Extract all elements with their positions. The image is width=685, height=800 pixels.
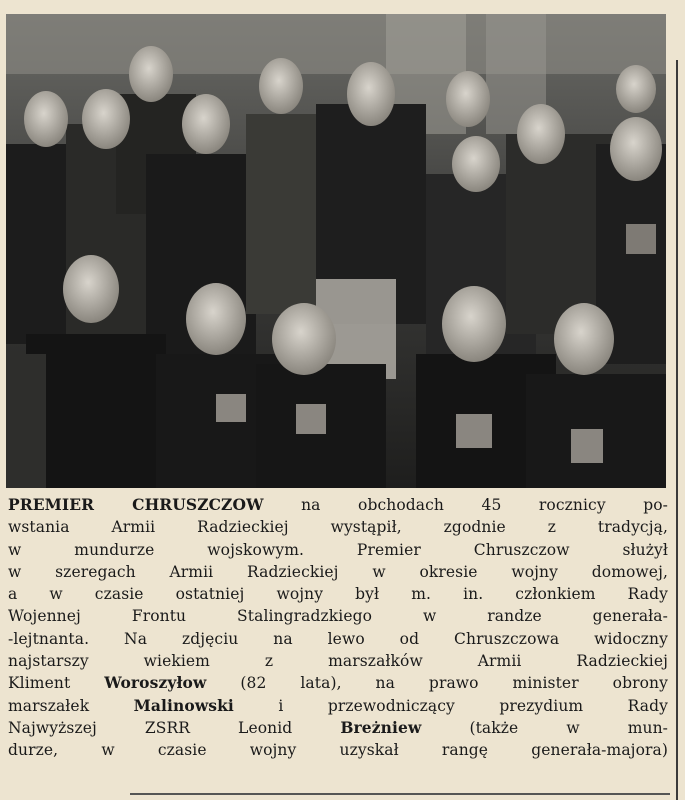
caption-text: Wojennej Frontu Stalingradzkiego w randze generała- (8, 607, 668, 626)
caption-bold-text: Woroszyłow (104, 673, 207, 693)
group-photo-icon (6, 14, 666, 488)
caption-line (8, 695, 668, 717)
caption-line (8, 561, 668, 583)
caption-line (8, 583, 668, 605)
column-rule (676, 60, 678, 800)
caption-text: w mundurze wojskowym. Premier Chruszczow służył (8, 540, 668, 559)
bottom-rule (130, 793, 670, 795)
caption-bold-text: PREMIER CHRUSZCZOW (8, 495, 264, 514)
caption-text: (82 lata), na prawo minister obrony (206, 674, 668, 693)
caption-bold-text: Breżniew (340, 717, 422, 737)
caption-text: (także w mun- (421, 718, 668, 737)
caption-line (8, 672, 668, 694)
caption-line (8, 539, 668, 561)
caption-text: marszałek (8, 696, 134, 715)
caption-line (8, 516, 668, 538)
caption-text: durze, w czasie wojny uzyskał rangę generała-majora) (8, 741, 668, 760)
caption-text: wstania Armii Radzieckiej wystąpił, zgodnie z tradycją, (8, 518, 668, 537)
caption-text: w szeregach Armii Radzieckiej w okresie wojny domowej, (8, 562, 668, 581)
caption-line (8, 494, 668, 516)
caption-line (8, 605, 668, 627)
caption-line (8, 739, 668, 761)
caption-line (8, 717, 668, 739)
caption-line (8, 628, 668, 650)
caption-text: -lejtnanta. Na zdjęciu na lewo od Chruszczowa widoczny (8, 629, 668, 648)
caption-text: na obchodach 45 rocznicy po- (263, 496, 668, 514)
group-photo (6, 14, 666, 488)
caption-text: Kliment (8, 674, 105, 693)
caption-text: najstarszy wiekiem z marszałków Armii Radzieckiej (8, 652, 668, 671)
caption-line (8, 650, 668, 672)
caption-text: i przewodniczący prezydium Rady (233, 696, 668, 715)
photo-caption (8, 494, 668, 762)
caption-bold-text: Malinowski (133, 695, 234, 715)
caption-text: a w czasie ostatniej wojny był m. in. członkiem Rady (8, 585, 668, 604)
caption-text: Najwyższej ZSRR Leonid (8, 718, 341, 737)
